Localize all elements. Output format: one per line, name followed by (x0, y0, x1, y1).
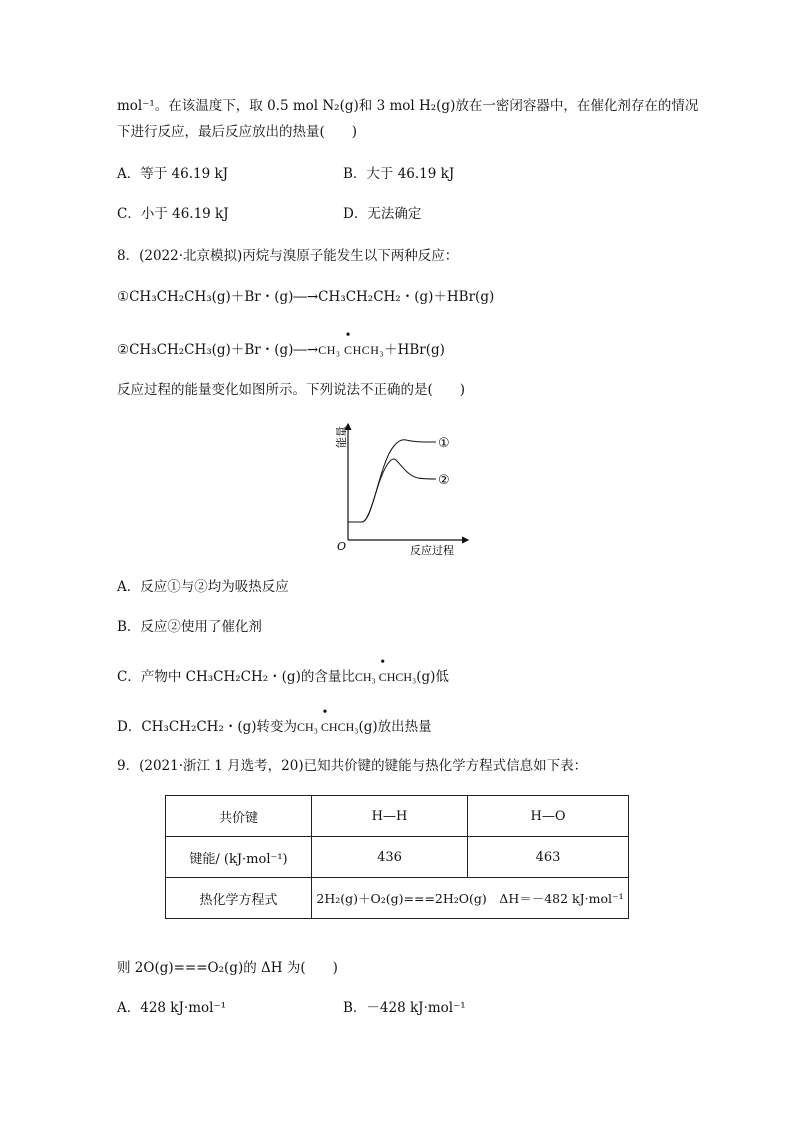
table-row (166, 837, 629, 878)
radical-dot-icon: • (380, 655, 386, 670)
radical-dot-icon: • (322, 705, 328, 720)
q8-question: 反应过程的能量变化如图所示。下列说法不正确的是( ) (117, 382, 466, 398)
curve-2-label: ② (438, 473, 450, 488)
radical-c-label: C (378, 670, 387, 684)
q8-option-c-post: (g)低 (416, 669, 449, 685)
radical-dot-icon: • (345, 328, 351, 343)
q8-reaction-2-left: ②CH₃CH₂CH₃(g)＋Br・(g)―→ (117, 342, 319, 358)
q8-stem: 8．(2022·北京模拟)丙烷与溴原子能发生以下两种反应： (117, 248, 459, 264)
q8-option-d-pre: D．CH₃CH₂CH₂・(g)转变为 (117, 719, 298, 735)
isopropyl-radical-c (354, 655, 417, 684)
radical-carbon (320, 705, 329, 737)
radical-carbon (344, 328, 353, 360)
radical-ch3: CH₃ (297, 720, 318, 734)
y-axis-label: 能量 (335, 426, 348, 448)
isopropyl-radical (318, 328, 385, 357)
table-cell: 2H₂(g)＋O₂(g)===2H₂O(g) ΔH＝－482 kJ·mol⁻¹ (312, 878, 629, 919)
q8-option-d-post: (g)放出热量 (358, 719, 432, 735)
radical-ch3: CH₃ (354, 670, 376, 684)
table-header-row (166, 796, 629, 837)
table-header-cell: 共价键 (166, 796, 312, 837)
q8-option-c-pre: C．产物中 CH₃CH₂CH₂・(g)的含量比 (117, 669, 355, 685)
curve-1 (348, 440, 436, 522)
curve-2 (348, 459, 436, 522)
q8-reaction-2 (117, 328, 445, 360)
q8-reaction-1: ①CH₃CH₂CH₃(g)＋Br・(g)―→CH₃CH₂CH₂・(g)＋HBr(g) (117, 289, 495, 305)
energy-diagram (328, 418, 478, 558)
table-row-label: 键能/ (kJ·mol⁻¹) (166, 837, 312, 878)
isopropyl-radical-d (297, 705, 359, 734)
q8-option-b: B．反应②使用了催化剂 (117, 619, 262, 635)
q9-option-b: B．－428 kJ·mol⁻¹ (343, 1000, 466, 1016)
curve-1-label: ① (438, 436, 450, 451)
table-cell: 463 (468, 837, 629, 878)
q8-reaction-2-right: ＋HBr(g) (384, 342, 445, 358)
radical-c-label: C (320, 720, 329, 734)
radical-hch3: HCH₃ (328, 720, 359, 734)
radical-carbon (378, 655, 387, 687)
q8-option-d (117, 705, 432, 737)
origin-label: O (337, 540, 347, 553)
radical-hch3: HCH₃ (386, 670, 417, 684)
radical-hch3: HCH₃ (352, 343, 385, 357)
q7-stem-line1: mol⁻¹。在该温度下，取 0.5 mol N₂(g)和 3 mol H₂(g)放在一密闭容器中，在催化剂存在的情况 (117, 98, 699, 114)
table-row-label: 热化学方程式 (166, 878, 312, 919)
q9-question: 则 2O(g)===O₂(g)的 ΔH 为( ) (117, 960, 338, 976)
q7-option-a: A．等于 46.19 kJ (117, 166, 229, 182)
table-header-cell: H—O (468, 796, 629, 837)
table-row (166, 878, 629, 919)
radical-c-label: C (344, 343, 353, 357)
q7-option-c: C．小于 46.19 kJ (117, 206, 229, 222)
q9-stem: 9．(2021·浙江 1 月选考，20)已知共价键的键能与热化学方程式信息如下表： (117, 758, 588, 774)
q9-option-a: A．428 kJ·mol⁻¹ (117, 1000, 226, 1016)
bond-energy-table (165, 795, 629, 919)
table-header-cell: H—H (312, 796, 468, 837)
q8-option-a: A．反应①与②均为吸热反应 (117, 579, 289, 595)
table-cell: 436 (312, 837, 468, 878)
radical-ch3: CH₃ (318, 343, 341, 357)
q7-option-d: D．无法确定 (343, 206, 422, 222)
q8-option-c (117, 655, 449, 687)
q7-stem-line2: 下进行反应，最后反应放出的热量( ) (117, 124, 358, 140)
x-axis-label: 反应过程 (410, 544, 454, 557)
q7-option-b: B．大于 46.19 kJ (343, 166, 455, 182)
